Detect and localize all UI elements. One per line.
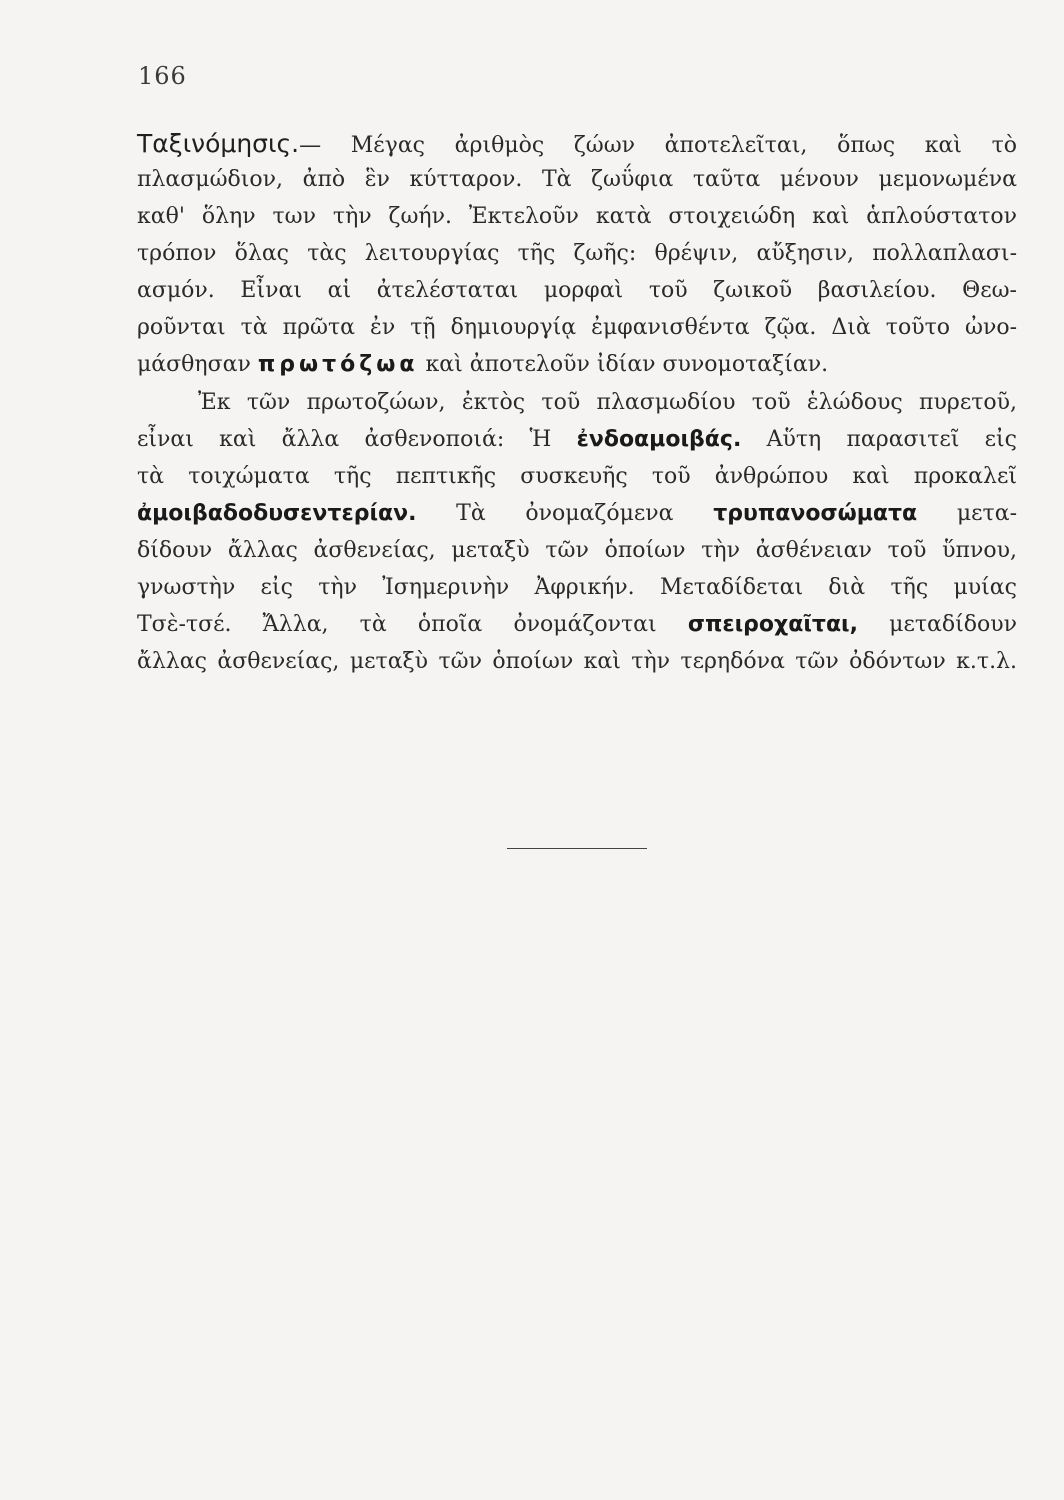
text-line: Ἐκ τῶν πρωτοζώων, ἐκτὸς τοῦ πλασμωδίου τοῦ ἑλώδους πυρετοῦ, — [198, 390, 1017, 415]
text-line: τρόπον ὅλας τὰς λειτουργίας τῆς ζωῆς: θρέψιν, αὔξησιν, πολλαπλασι- — [137, 241, 1017, 266]
text-segment: μάσθησαν — [137, 352, 251, 377]
text-line: γνωστὴν εἰς τὴν Ἰσημερινὴν Ἀφρικήν. Μεταδίδεται διὰ τῆς μυίας — [137, 575, 1017, 600]
text-line — [137, 128, 1017, 162]
term-protozoa: πρωτόζωα — [257, 352, 419, 377]
page-number: 166 — [138, 62, 187, 90]
text-segment: Τὰ ὀνομαζόμενα — [456, 501, 674, 526]
text-line: πλασμώδιον, ἀπὸ ἓν κύτταρον. Τὰ ζωΰφια ταῦτα μένουν μεμονωμένα — [137, 167, 1017, 192]
term-endamoeba: ἐνδοαμοιβάς. — [576, 427, 742, 452]
text-line: ροῦνται τὰ πρῶτα ἐν τῇ δημιουργίᾳ ἐμφανισθέντα ζῷα. Διὰ τοῦτο ὠνο- — [137, 315, 1017, 340]
term-trypanosomes: τρυπανοσώματα — [713, 501, 918, 526]
section-heading: Ταξινόμησις. — [137, 129, 300, 158]
text-line — [137, 609, 1017, 641]
text-segment: Αὕτη παρασιτεῖ εἰς — [766, 427, 1018, 452]
section-divider — [507, 848, 647, 849]
text-line: καθ' ὅλην των τὴν ζωήν. Ἐκτελοῦν κατὰ στοιχειώδη καὶ ἁπλούστατον — [137, 204, 1017, 229]
text-line: ασμόν. Εἶναι αἱ ἀτελέσταται μορφαὶ τοῦ ζωικοῦ βασιλείου. Θεω- — [137, 278, 1017, 303]
text-segment: εἶναι καὶ ἄλλα ἀσθενοποιά: Ἡ — [137, 427, 552, 452]
term-spirochetes: σπειροχαῖται, — [687, 612, 858, 637]
text-line: τὰ τοιχώματα τῆς πεπτικῆς συσκευῆς τοῦ ἀνθρώπου καὶ προκαλεῖ — [137, 464, 1017, 489]
text-segment: μετα- — [956, 501, 1018, 526]
term-amoebic-dysentery: ἀμοιβαδοδυσεντερίαν. — [137, 501, 417, 526]
text-line: ἄλλας ἀσθενείας, μεταξὺ τῶν ὁποίων καὶ τὴν τερηδόνα τῶν ὀδόντων κ.τ.λ. — [137, 649, 1017, 674]
text-segment: Τσὲ-τσέ. Ἄλλα, τὰ ὁποῖα ὀνομάζονται — [137, 612, 657, 637]
text-line: δίδουν ἄλλας ἀσθενείας, μεταξὺ τῶν ὁποίων τὴν ἀσθένειαν τοῦ ὕπνου, — [137, 538, 1017, 563]
text-line — [137, 349, 1017, 381]
text-segment: καὶ ἀποτελοῦν ἰδίαν συνομοταξίαν. — [425, 352, 829, 377]
text-line — [137, 498, 1017, 530]
text-segment: — Μέγας ἀριθμὸς ζώων ἀποτελεῖται, ὅπως καὶ τὸ — [299, 133, 1017, 158]
text-line — [137, 424, 1017, 456]
text-segment: μεταδίδουν — [889, 612, 1017, 637]
